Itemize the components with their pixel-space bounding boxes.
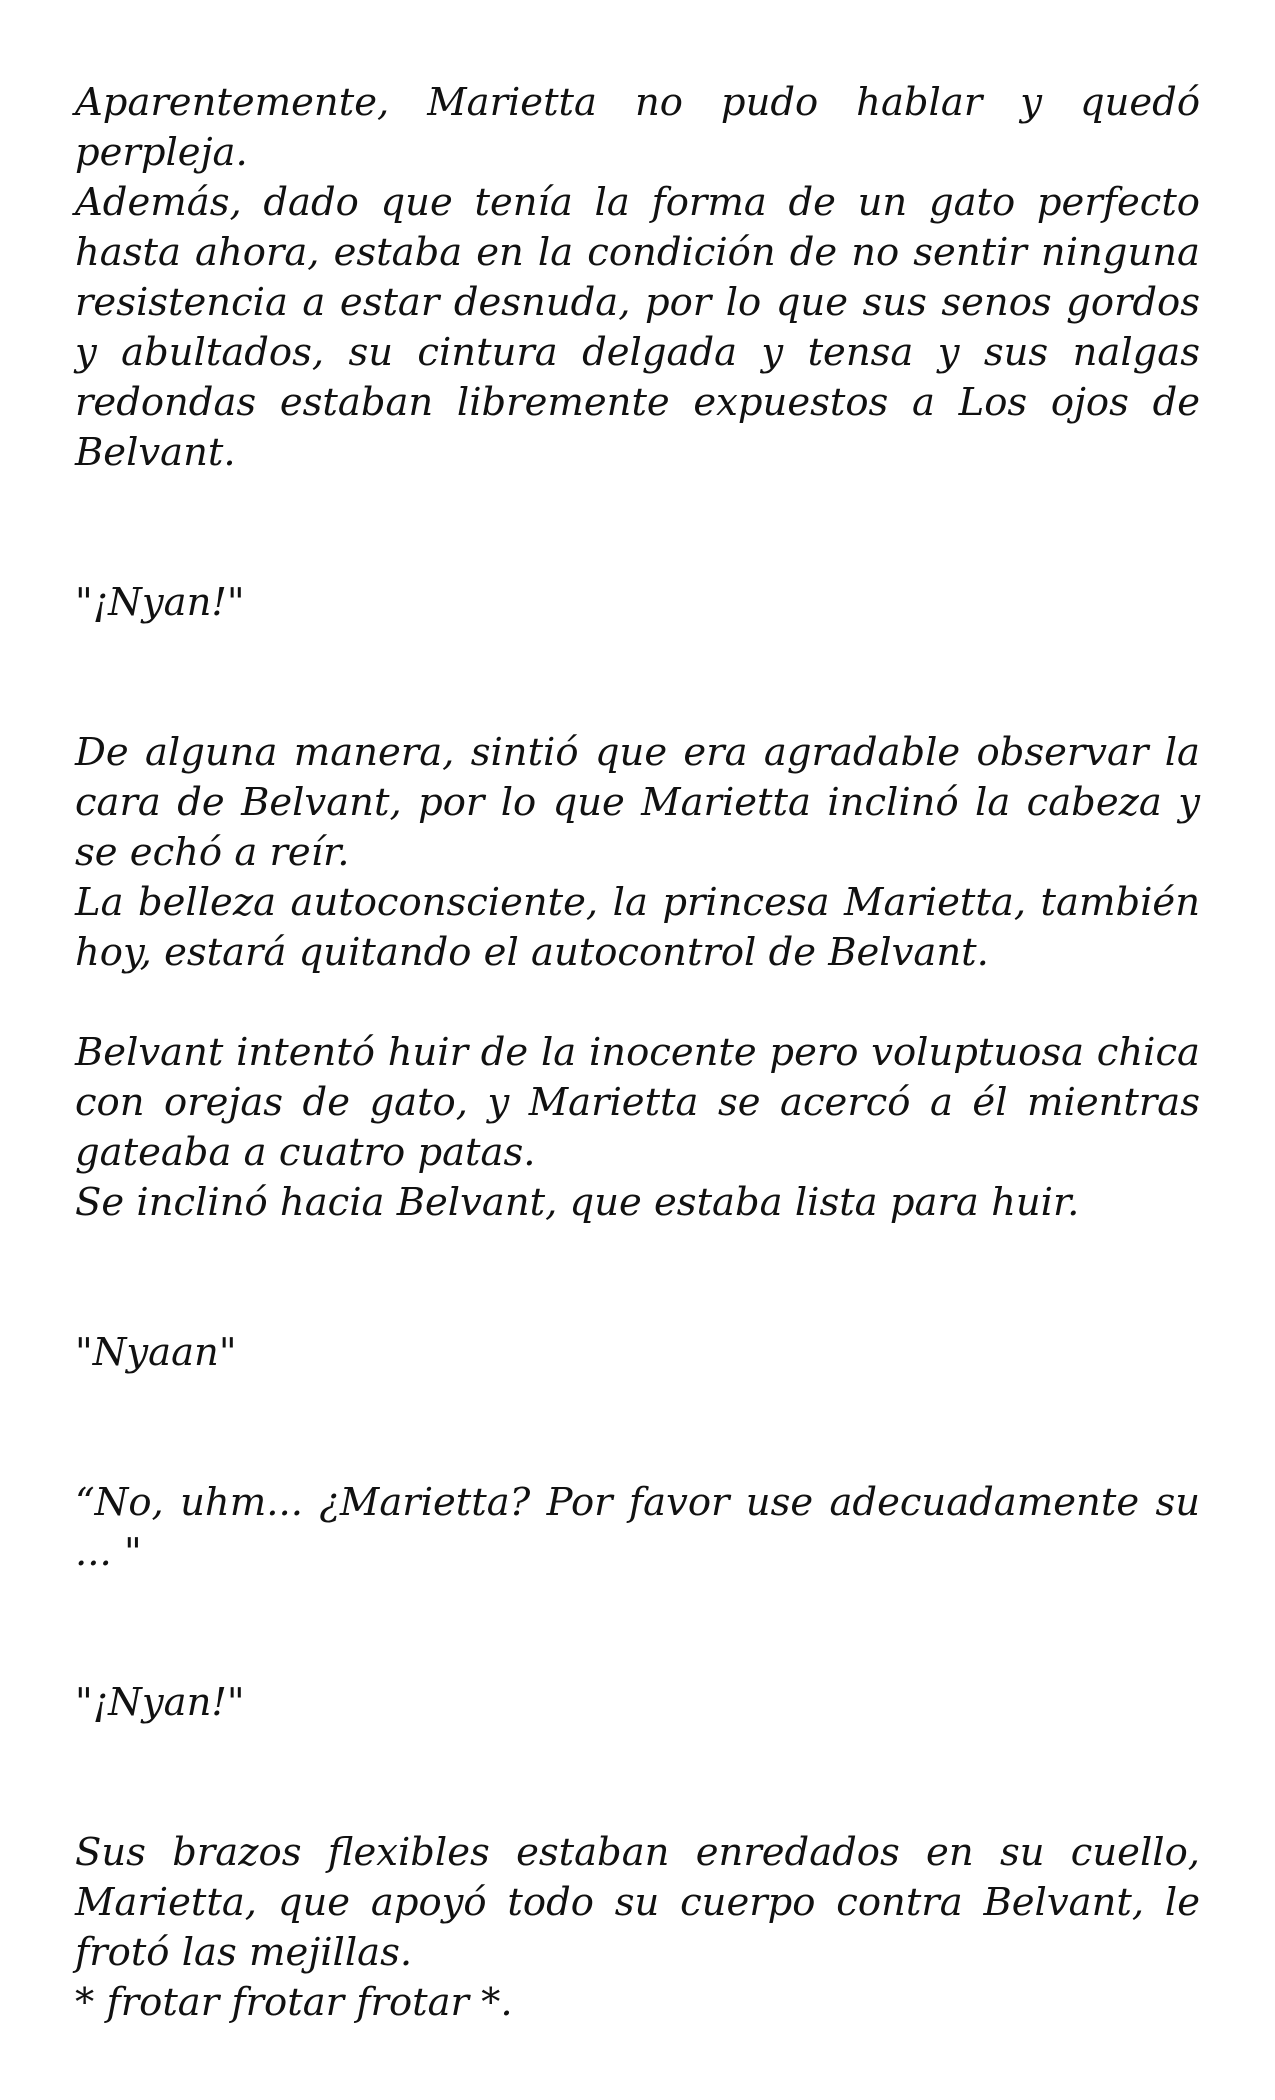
paragraph-spacer	[75, 478, 1200, 578]
paragraph-spacer	[75, 1728, 1200, 1828]
paragraph: La belleza autoconsciente, la princesa Marietta, también hoy, estará quitando el autocontrol de Belvant.	[75, 880, 1200, 975]
paragraph-spacer	[75, 628, 1200, 728]
dialogue-line: "Nyaan"	[75, 1330, 237, 1375]
paragraph: Se inclinó hacia Belvant, que estaba lista para huir.	[75, 1180, 1080, 1225]
paragraph-spacer	[75, 1578, 1200, 1678]
dialogue-line: "¡Nyan!"	[75, 580, 245, 625]
paragraph: Además, dado que tenía la forma de un gato perfecto hasta ahora, estaba en la condición de no sentir ninguna resistencia a estar desnuda, por lo que sus senos gordos y abultados, su cintura delgada y tensa y sus nalgas redondas estaban libremente expuestos a Los ojos de Belvant.	[75, 180, 1200, 475]
paragraph: * frotar frotar frotar *.	[75, 1980, 513, 2025]
paragraph: Aparentemente, Marietta no pudo hablar y quedó perpleja.	[75, 80, 1200, 175]
paragraph-spacer	[75, 1378, 1200, 1478]
paragraph: De alguna manera, sintió que era agradable observar la cara de Belvant, por lo que Marietta inclinó la cabeza y se echó a reír.	[75, 730, 1200, 875]
paragraph-spacer	[75, 978, 1200, 1028]
dialogue-line: “No, uhm... ¿Marietta? Por favor use adecuadamente su ... "	[75, 1480, 1200, 1575]
paragraph: Belvant intentó huir de la inocente pero voluptuosa chica con orejas de gato, y Marietta se acercó a él mientras gateaba a cuatro patas.	[75, 1030, 1200, 1175]
paragraph: Sus brazos flexibles estaban enredados en su cuello, Marietta, que apoyó todo su cuerpo contra Belvant, le frotó las mejillas.	[75, 1830, 1200, 1975]
paragraph-spacer	[75, 1228, 1200, 1328]
dialogue-line: "¡Nyan!"	[75, 1680, 245, 1725]
document-page	[75, 78, 1200, 2028]
